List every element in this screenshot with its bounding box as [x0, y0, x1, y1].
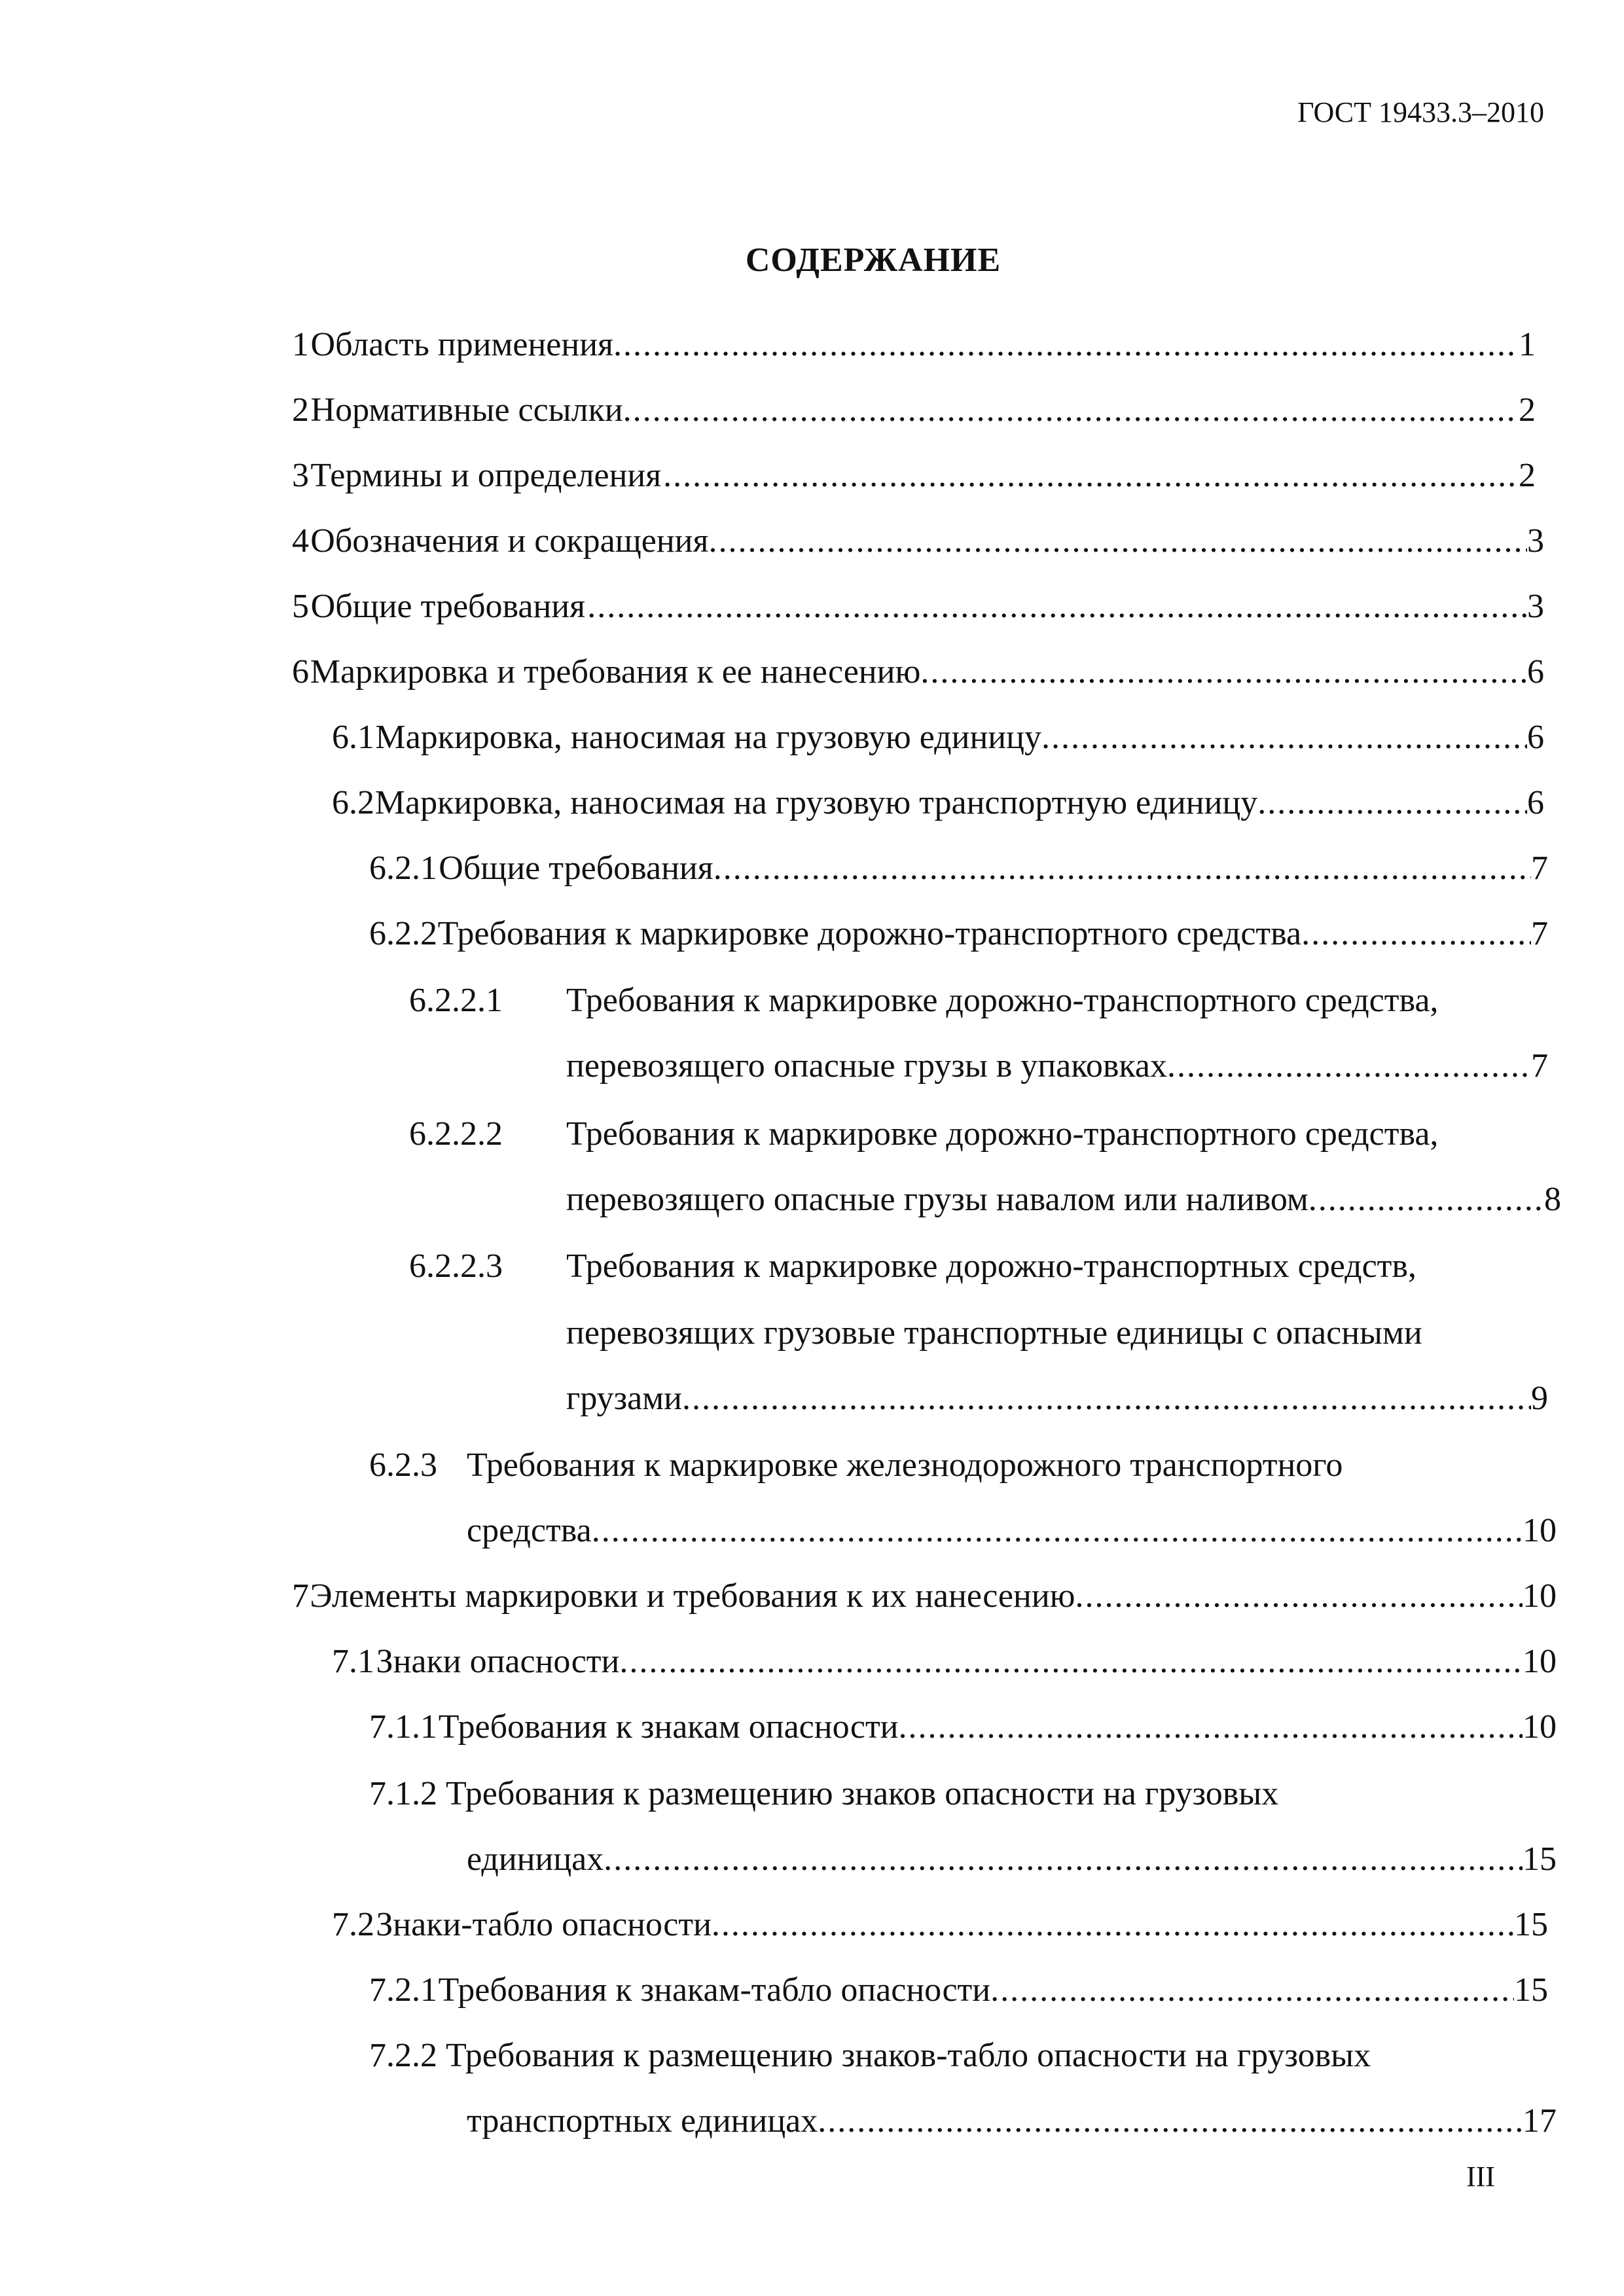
toc-entry-title: Требования к маркировке дорожно-транспортного средства	[437, 915, 1302, 952]
toc-entry-number: 7.2	[332, 1906, 374, 1943]
toc-entry-number: 6.2.2.1	[409, 982, 503, 1019]
toc-entry-number: 6.2	[332, 784, 374, 821]
toc-entry-page: 7	[1531, 1047, 1548, 1085]
toc-entry-line-2[interactable]	[467, 1511, 1557, 1551]
toc-entry-title: Обозначения и сокращения	[310, 522, 709, 560]
toc-entry-page: 2	[1519, 457, 1536, 494]
toc-entry-number: 4	[292, 522, 309, 560]
toc-entry-number: 7.2.2	[369, 2037, 437, 2074]
toc-leader-dots	[899, 1708, 1523, 1747]
toc-leader-dots	[1041, 718, 1527, 757]
toc-leader-dots	[592, 1511, 1523, 1551]
toc-entry-title: Знаки опасности	[376, 1643, 620, 1680]
toc-entry-page: 17	[1523, 2102, 1557, 2140]
toc-entry-title: Требования к знакам опасности	[438, 1708, 899, 1746]
toc-leader-dots	[920, 653, 1527, 692]
toc-entry-number: 3	[292, 457, 309, 494]
toc-leader-dots	[1308, 1180, 1544, 1219]
toc-entry-title-continued: перевозящего опасные грузы в упаковках	[566, 1047, 1167, 1085]
toc-entry-line-2[interactable]	[566, 1314, 1561, 1353]
toc-entry-title: Маркировка, наносимая на грузовую транспортную единицу	[374, 784, 1258, 821]
toc-entry-title-continued: транспортных единицах	[467, 2102, 818, 2140]
document-code: ГОСТ 19433.3–2010	[1297, 96, 1544, 128]
toc-leader-dots	[1167, 1047, 1531, 1086]
toc-entry-line-2[interactable]	[566, 1180, 1561, 1219]
toc-entry[interactable]	[292, 391, 1536, 430]
toc-entry-page: 3	[1527, 588, 1544, 625]
toc-entry[interactable]	[369, 914, 1548, 954]
toc-leader-dots	[619, 1642, 1523, 1681]
toc-entry-title: Общие требования	[439, 850, 713, 887]
toc-entry-page: 15	[1523, 1840, 1557, 1878]
toc-entry-number: 6.2.1	[369, 850, 437, 887]
toc-entry-title: Требования к маркировке дорожно-транспортного средства,	[566, 1115, 1439, 1153]
toc-leader-dots	[818, 2102, 1523, 2141]
toc-entry-page: 15	[1514, 1971, 1548, 2009]
toc-entry-line-1[interactable]	[409, 1115, 1561, 1154]
toc-entry-title: Требования к размещению знаков-табло опасности на грузовых	[446, 2037, 1371, 2074]
toc-leader-dots	[682, 1379, 1531, 1418]
toc-entry-line-1[interactable]	[409, 1247, 1561, 1286]
toc-entry-line-2[interactable]	[467, 2102, 1557, 2141]
toc-entry-title: Знаки-табло опасности	[376, 1906, 712, 1943]
toc-entry-page: 6	[1527, 719, 1544, 756]
toc-entry[interactable]	[292, 653, 1544, 692]
toc-entry-page: 10	[1523, 1577, 1557, 1615]
toc-leader-dots	[712, 1905, 1514, 1945]
toc-entry-title: Область применения	[310, 326, 613, 363]
toc-entry-number: 7.1.2	[369, 1775, 437, 1812]
toc-entry-page: 10	[1523, 1708, 1557, 1746]
toc-leader-dots	[604, 1840, 1523, 1879]
toc-entry-number: 1	[292, 326, 309, 363]
toc-entry-line-2[interactable]	[467, 1840, 1557, 1879]
toc-leader-dots	[1075, 1577, 1523, 1616]
toc-entry-title: Требования к маркировке дорожно-транспортных средств,	[566, 1247, 1416, 1285]
toc-entry-number: 6.1	[332, 719, 374, 756]
toc-entry-title: Требования к маркировке дорожно-транспортного средства,	[566, 982, 1439, 1019]
toc-entry-line-2[interactable]	[566, 1047, 1548, 1086]
toc-entry-number: 7.1	[332, 1643, 374, 1680]
toc-entry[interactable]	[292, 325, 1536, 365]
toc-entry[interactable]	[292, 587, 1544, 626]
toc-entry-title: Маркировка, наносимая на грузовую единицу	[375, 719, 1041, 756]
toc-leader-dots	[1257, 783, 1527, 823]
toc-entry-page: 3	[1527, 522, 1544, 560]
toc-entry-number: 6.2.2.3	[409, 1247, 503, 1285]
toc-entry[interactable]	[332, 1642, 1557, 1681]
toc-entry-title-continued: средства	[467, 1512, 592, 1549]
toc-entry[interactable]	[332, 718, 1544, 757]
toc-leader-dots	[613, 325, 1519, 365]
toc-entry[interactable]	[292, 1577, 1557, 1616]
toc-entry-page: 6	[1527, 653, 1544, 691]
toc-entry-title: Требования к маркировке железнодорожного транспортного	[467, 1446, 1343, 1484]
toc-entry-title: Нормативные ссылки	[310, 391, 623, 429]
toc-entry-number: 6.2.2	[369, 915, 437, 952]
toc-entry-title: Требования к размещению знаков опасности на грузовых	[446, 1775, 1279, 1812]
toc-entry-number: 7.2.1	[369, 1971, 437, 2009]
toc-entry[interactable]	[332, 1905, 1548, 1945]
toc-entry-line-1[interactable]	[409, 981, 1561, 1020]
toc-entry-line-3[interactable]	[566, 1379, 1548, 1418]
toc-leader-dots	[713, 849, 1531, 888]
toc-title: СОДЕРЖАНИЕ	[745, 242, 1001, 279]
toc-leader-dots	[587, 587, 1527, 626]
toc-entry-title: Маркировка и требования к ее нанесению	[310, 653, 921, 691]
toc-entry-line-1[interactable]	[369, 1774, 1557, 1814]
toc-entry-title-continued: перевозящих грузовые транспортные единицы с опасными	[566, 1314, 1422, 1352]
toc-entry-title-continued: единицах	[467, 1840, 604, 1878]
toc-leader-dots	[663, 456, 1519, 495]
toc-entry-line-1[interactable]	[369, 1446, 1548, 1485]
toc-leader-dots	[623, 391, 1519, 430]
toc-entry[interactable]	[369, 1971, 1548, 2010]
toc-entry-title: Термины и определения	[310, 457, 662, 494]
toc-entry[interactable]	[369, 849, 1548, 888]
toc-entry-number: 6	[292, 653, 309, 691]
toc-entry-title-continued: перевозящего опасные грузы навалом или наливом	[566, 1181, 1308, 1218]
toc-entry-title: Общие требования	[310, 588, 586, 625]
toc-entry[interactable]	[369, 1708, 1557, 1747]
toc-entry-page: 9	[1531, 1380, 1548, 1417]
toc-entry-page: 8	[1544, 1181, 1561, 1218]
toc-entry-number: 6.2.2.2	[409, 1115, 503, 1153]
toc-entry-number: 7	[292, 1577, 309, 1615]
toc-entry-page: 10	[1523, 1643, 1557, 1680]
toc-entry-page: 10	[1523, 1512, 1557, 1549]
toc-entry-page: 2	[1519, 391, 1536, 429]
toc-entry[interactable]	[292, 456, 1536, 495]
toc-entry[interactable]	[332, 783, 1544, 823]
toc-entry-number: 5	[292, 588, 309, 625]
toc-leader-dots	[1301, 914, 1531, 954]
toc-entry-page: 7	[1531, 915, 1548, 952]
toc-entry-number: 2	[292, 391, 309, 429]
toc-entry-number: 7.1.1	[369, 1708, 437, 1746]
toc-entry-number: 6.2.3	[369, 1446, 437, 1484]
toc-leader-dots	[990, 1971, 1514, 2010]
toc-entry-page: 15	[1514, 1906, 1548, 1943]
toc-entry-title: Требования к знакам-табло опасности	[438, 1971, 991, 2009]
toc-entry-page: 6	[1527, 784, 1544, 821]
toc-entry-title-continued: грузами	[566, 1380, 682, 1417]
toc-entry-page: 7	[1531, 850, 1548, 887]
page-number: III	[1466, 2161, 1495, 2193]
toc-entry[interactable]	[292, 522, 1544, 561]
toc-entry-page: 1	[1519, 326, 1536, 363]
toc-entry-line-1[interactable]	[369, 2036, 1557, 2075]
toc-leader-dots	[708, 522, 1527, 561]
toc-entry-title: Элементы маркировки и требования к их нанесению	[310, 1577, 1075, 1615]
